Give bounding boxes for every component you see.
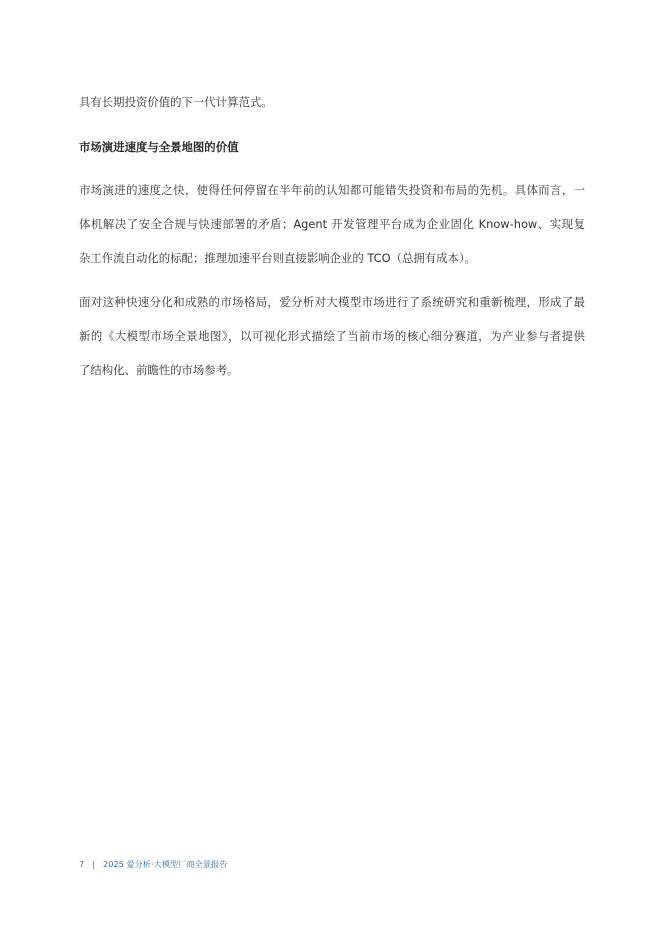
paragraph-line: 新的《大模型市场全景地图》，以可视化形式描绘了当前市场的核心细分赛道，为产业参与者提供 (79, 329, 585, 343)
intro-tail-text: 具有长期投资价值的下一代计算范式。 (79, 95, 273, 109)
page-number: 7 (79, 859, 85, 869)
paragraph-line: 了结构化、前瞻性的市场参考。 (79, 363, 239, 377)
paragraph-line: 杂工作流自动化的标配；推理加速平台则直接影响企业的 TCO（总拥有成本）。 (79, 251, 477, 265)
paragraph-line: 面对这种快速分化和成熟的市场格局，爱分析对大模型市场进行了系统研究和重新梳理，形成了最 (79, 295, 585, 309)
page-footer (79, 858, 227, 870)
paragraph-line: 体机解决了安全合规与快速部署的矛盾；Agent 开发管理平台成为企业固化 Know-how、实现复 (79, 217, 585, 231)
footer-separator: | (92, 859, 95, 869)
document-page (79, 0, 587, 936)
paragraph-line: 市场演进的速度之快，使得任何停留在半年前的认知都可能错失投资和布局的先机。具体而言，一 (79, 183, 585, 197)
section-heading: 市场演进速度与全景地图的价值 (79, 140, 239, 154)
footer-report-title: 2025 爱分析·大模型厂商全景报告 (102, 859, 228, 869)
